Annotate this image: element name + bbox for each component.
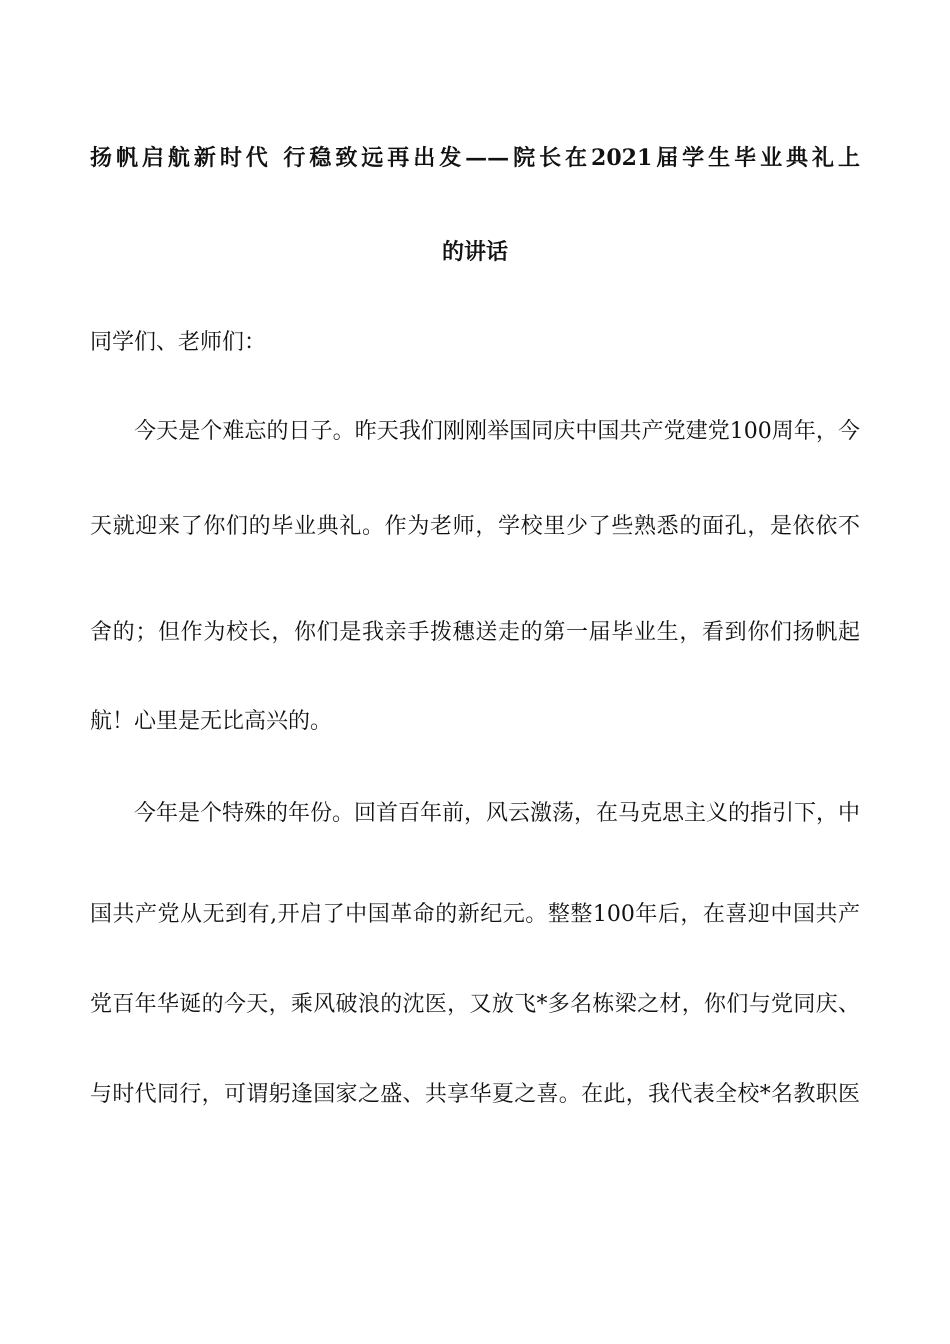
paragraph-line: 航！心里是无比高兴的。: [90, 709, 333, 734]
paragraph-line: 与时代同行，可谓躬逢国家之盛、共享华夏之喜。在此，我代表全校*名教职医: [90, 1082, 860, 1107]
document-title-line-2: 的讲话: [441, 239, 508, 265]
paragraph-line: 党百年华诞的今天，乘风破浪的沈医，又放飞*多名栋梁之材，你们与党同庆、: [90, 992, 860, 1017]
paragraph-line: 天就迎来了你们的毕业典礼。作为老师，学校里少了些熟悉的面孔，是依依不: [90, 514, 860, 539]
paragraph-line: 今年是个特殊的年份。回首百年前，风云激荡，在马克思主义的指引下，中: [90, 801, 861, 826]
document-title-line-1: 扬帆启航新时代 行稳致远再出发——院长在2021届学生毕业典礼上: [90, 145, 860, 171]
paragraph-line: 国共产党从无到有,开启了中国革命的新纪元。整整100年后，在喜迎中国共产: [90, 902, 860, 927]
salutation: 同学们、老师们：: [90, 330, 267, 355]
paragraph-line: 今天是个难忘的日子。昨天我们刚刚举国同庆中国共产党建党100周年，今: [90, 419, 860, 444]
paragraph-line: 舍的；但作为校长，你们是我亲手拨穗送走的第一届毕业生，看到你们扬帆起: [90, 620, 860, 645]
